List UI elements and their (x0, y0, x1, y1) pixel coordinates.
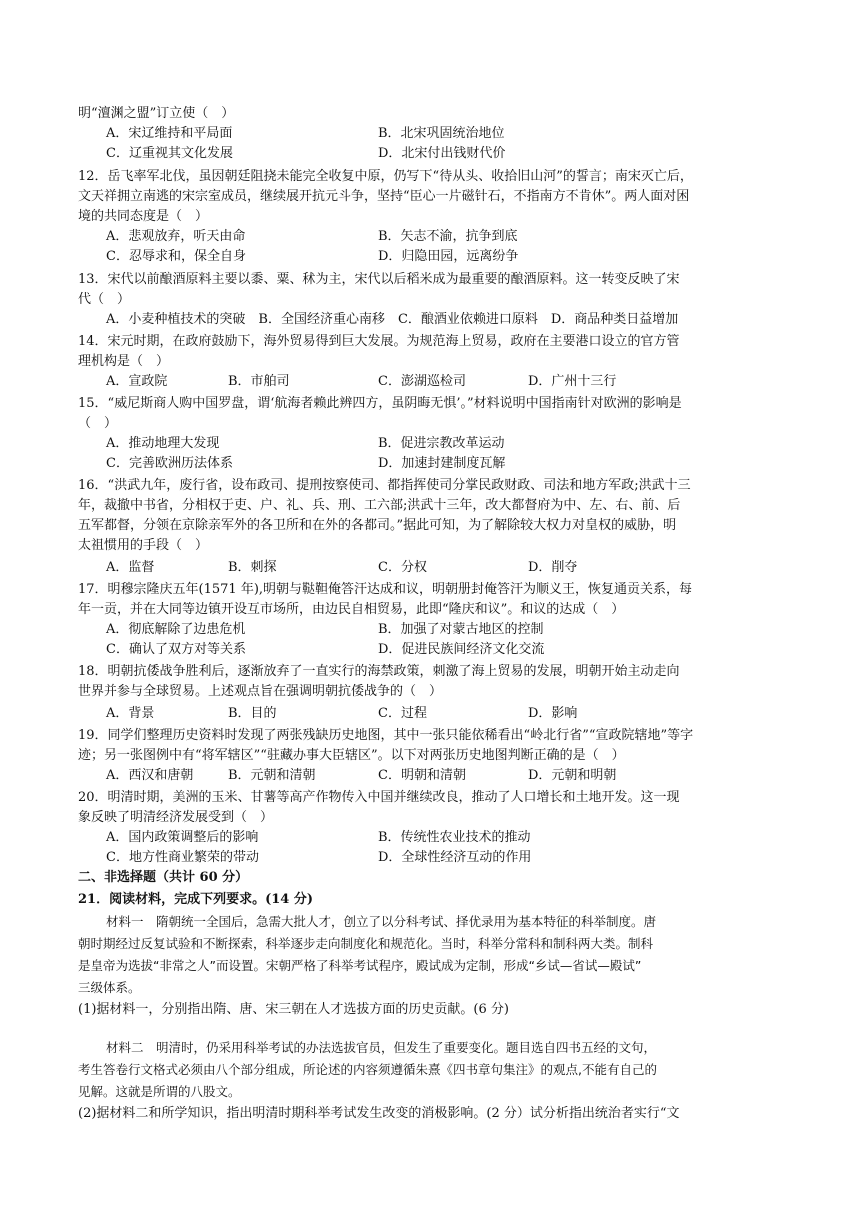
q13-options: A．小麦种植技术的突破 B．全国经济重心南移 C．酿酒业依赖进口原料 D．商品种类日益增加 (106, 312, 679, 327)
q21-material2-line: 见解。这就是所谓的八股文。 (78, 1084, 241, 1099)
q16-option-b: B．刺探 (228, 560, 277, 575)
q11-stem: 明“澶渊之盟”订立使（ ） (78, 106, 235, 121)
q12-option-a: A．悲观放弃，听天由命 (106, 229, 246, 244)
q21-material1-line: 材料一 隋朝统一全国后，急需大批人才，创立了以分科考试、择优录用为基本特征的科举制度。唐 (106, 914, 657, 929)
q16-stem-line: 五军都督，分领在京除亲军外的各卫所和在外的各都司。”据此可知，为了解除较大权力对皇权的威胁，明 (78, 518, 677, 533)
q20-option-b: B．传统性农业技术的推动 (378, 830, 531, 845)
q15-option-a: A．推动地理大发现 (106, 436, 220, 451)
q18-option-c: C．过程 (378, 706, 427, 721)
q20-option-c: C．地方性商业繁荣的带动 (106, 850, 259, 865)
q17-stem-line: 年一贡，并在大同等边镇开设互市场所，由边民自相贸易，此即“隆庆和议”。和议的达成（ ） (78, 602, 625, 617)
q14-stem-line: 14．宋元时期，在政府鼓励下，海外贸易得到巨大发展。为规范海上贸易，政府在主要港口设立的官方管 (78, 334, 680, 349)
q15-stem-line: （ ） (78, 416, 118, 431)
q20-stem-line: 20．明清时期，美洲的玉米、甘薯等高产作物传入中国并继续改良，推动了人口增长和土地开发。这一现 (78, 790, 680, 805)
q15-option-c: C．完善欧洲历法体系 (106, 456, 233, 471)
q17-stem-line: 17．明穆宗隆庆五年(1571 年),明朝与鞑靼俺答汗达成和议，明朝册封俺答汗为顺义王，恢复通贡关系，每 (78, 582, 693, 597)
q12-option-d: D．归隐田园，远离纷争 (378, 249, 519, 264)
q21-material1-line: 朝时期经过反复试验和不断探索，科举逐步走向制度化和规范化。当时，科举分常科和制科两大类。制科 (78, 936, 654, 951)
q17-option-a: A．彻底解除了边患危机 (106, 622, 246, 637)
q12-stem-line: 文天祥拥立南逃的宋宗室成员，继续展开抗元斗争，坚持“臣心一片磁针石，不指南方不肯休”。两人面对困 (78, 189, 690, 204)
q21-material2-line: 考生答卷行文格式必须由八个部分组成，所论述的内容须遵循朱熹《四书章句集注》的观点,不能有自己的 (78, 1062, 657, 1077)
q19-option-d: D．元朝和明朝 (528, 768, 617, 783)
q15-option-d: D．加速封建制度瓦解 (378, 456, 506, 471)
q16-stem-line: 16．“洪武九年，废行省，设布政司、提刑按察使司、都指挥使司分掌民政财政、司法和地方军政;洪武十三 (78, 478, 691, 493)
q14-option-b: B．市舶司 (228, 374, 290, 389)
q17-option-d: D．促进民族间经济文化交流 (378, 642, 545, 657)
q18-stem-line: 18．明朝抗倭战争胜利后，逐渐放弃了一直实行的海禁政策，刺激了海上贸易的发展，明朝开始主动走向 (78, 664, 680, 679)
q21-material1-line: 是皇帝为选拔“非常之人”而设置。宋朝严格了科举考试程序，殿试成为定制，形成“乡试—省试—殿试” (78, 958, 642, 973)
q11-option-a: A．宋辽维持和平局面 (106, 126, 233, 141)
q21-material2-line: 材料二 明清时，仍采用科举考试的办法选拔官员，但发生了重要变化。题目选自四书五经的文句， (106, 1040, 657, 1055)
q19-option-c: C．明朝和清朝 (378, 768, 466, 783)
q21-subquestion-1: (1)据材料一，分别指出隋、唐、宋三朝在人才选拔方面的历史贡献。(6 分) (78, 1002, 509, 1017)
q18-option-d: D．影响 (528, 706, 578, 721)
q21-subquestion-2: (2)据材料二和所学知识，指出明清时期科举考试发生改变的消极影响。(2 分）试分析指出统治者实行“文 (78, 1106, 680, 1121)
q14-option-d: D．广州十三行 (528, 374, 617, 389)
q16-stem-line: 年，裁撤中书省，分相权于吏、户、礼、兵、刑、工六部;洪武十三年，改大都督府为中、左、右、前、后 (78, 498, 681, 513)
q18-option-b: B．目的 (228, 706, 277, 721)
q16-option-a: A．监督 (106, 560, 155, 575)
q11-option-c: C．辽重视其文化发展 (106, 146, 233, 161)
q19-option-a: A．西汉和唐朝 (106, 768, 194, 783)
q16-stem-line: 太祖惯用的手段（ ） (78, 538, 209, 553)
q19-stem-line: 迹；另一张图例中有“将军辖区”“驻藏办事大臣辖区”。以下对两张历史地图判断正确的是（ ） (78, 748, 625, 763)
q11-option-d: D．北宋付出钱财代价 (378, 146, 506, 161)
section-heading: 二、非选择题（共计 60 分） (78, 870, 249, 885)
q14-option-c: C．澎湖巡检司 (378, 374, 466, 389)
q12-stem-line: 境的共同态度是（ ） (78, 209, 209, 224)
q14-stem-line: 理机构是（ ） (78, 354, 170, 369)
q17-option-b: B．加强了对蒙古地区的控制 (378, 622, 544, 637)
q17-option-c: C．确认了双方对等关系 (106, 642, 246, 657)
q18-stem-line: 世界并参与全球贸易。上述观点旨在强调明朝抗倭战争的（ ） (78, 684, 443, 699)
q21-material1-line: 三级体系。 (78, 980, 141, 995)
q20-option-d: D．全球性经济互动的作用 (378, 850, 532, 865)
q20-stem-line: 象反映了明清经济发展受到（ ） (78, 810, 274, 825)
q12-option-b: B．矢志不渝，抗争到底 (378, 229, 518, 244)
q13-stem-line: 13．宋代以前酿酒原料主要以黍、粟、秫为主，宋代以后稻米成为最重要的酿酒原料。这一转变反映了宋 (78, 272, 680, 287)
q11-option-b: B．北宋巩固统治地位 (378, 126, 505, 141)
q14-option-a: A．宣政院 (106, 374, 168, 389)
q16-option-c: C．分权 (378, 560, 427, 575)
q18-option-a: A．背景 (106, 706, 155, 721)
q15-stem-line: 15．“威尼斯商人购中国罗盘，谓‘航海者赖此辨四方，虽阴晦无惧’。”材料说明中国指南针对欧洲的影响是 (78, 396, 682, 411)
q16-option-d: D．削夺 (528, 560, 578, 575)
q12-option-c: C．忍辱求和，保全自身 (106, 249, 246, 264)
q13-stem-line: 代（ ） (78, 292, 131, 307)
q19-option-b: B．元朝和清朝 (228, 768, 316, 783)
q12-stem-line: 12．岳飞率军北伐，虽因朝廷阻挠未能完全收复中原，仍写下“待从头、收拾旧山河”的誓言；南宋灭亡后， (78, 169, 693, 184)
q21-title: 21．阅读材料，完成下列要求。(14 分) (78, 892, 314, 907)
q15-option-b: B．促进宗教改革运动 (378, 436, 505, 451)
q19-stem-line: 19．同学们整理历史资料时发现了两张残缺历史地图，其中一张只能依稀看出“岭北行省”“宣政院辖地”等字 (78, 728, 694, 743)
q20-option-a: A．国内政策调整后的影响 (106, 830, 259, 845)
